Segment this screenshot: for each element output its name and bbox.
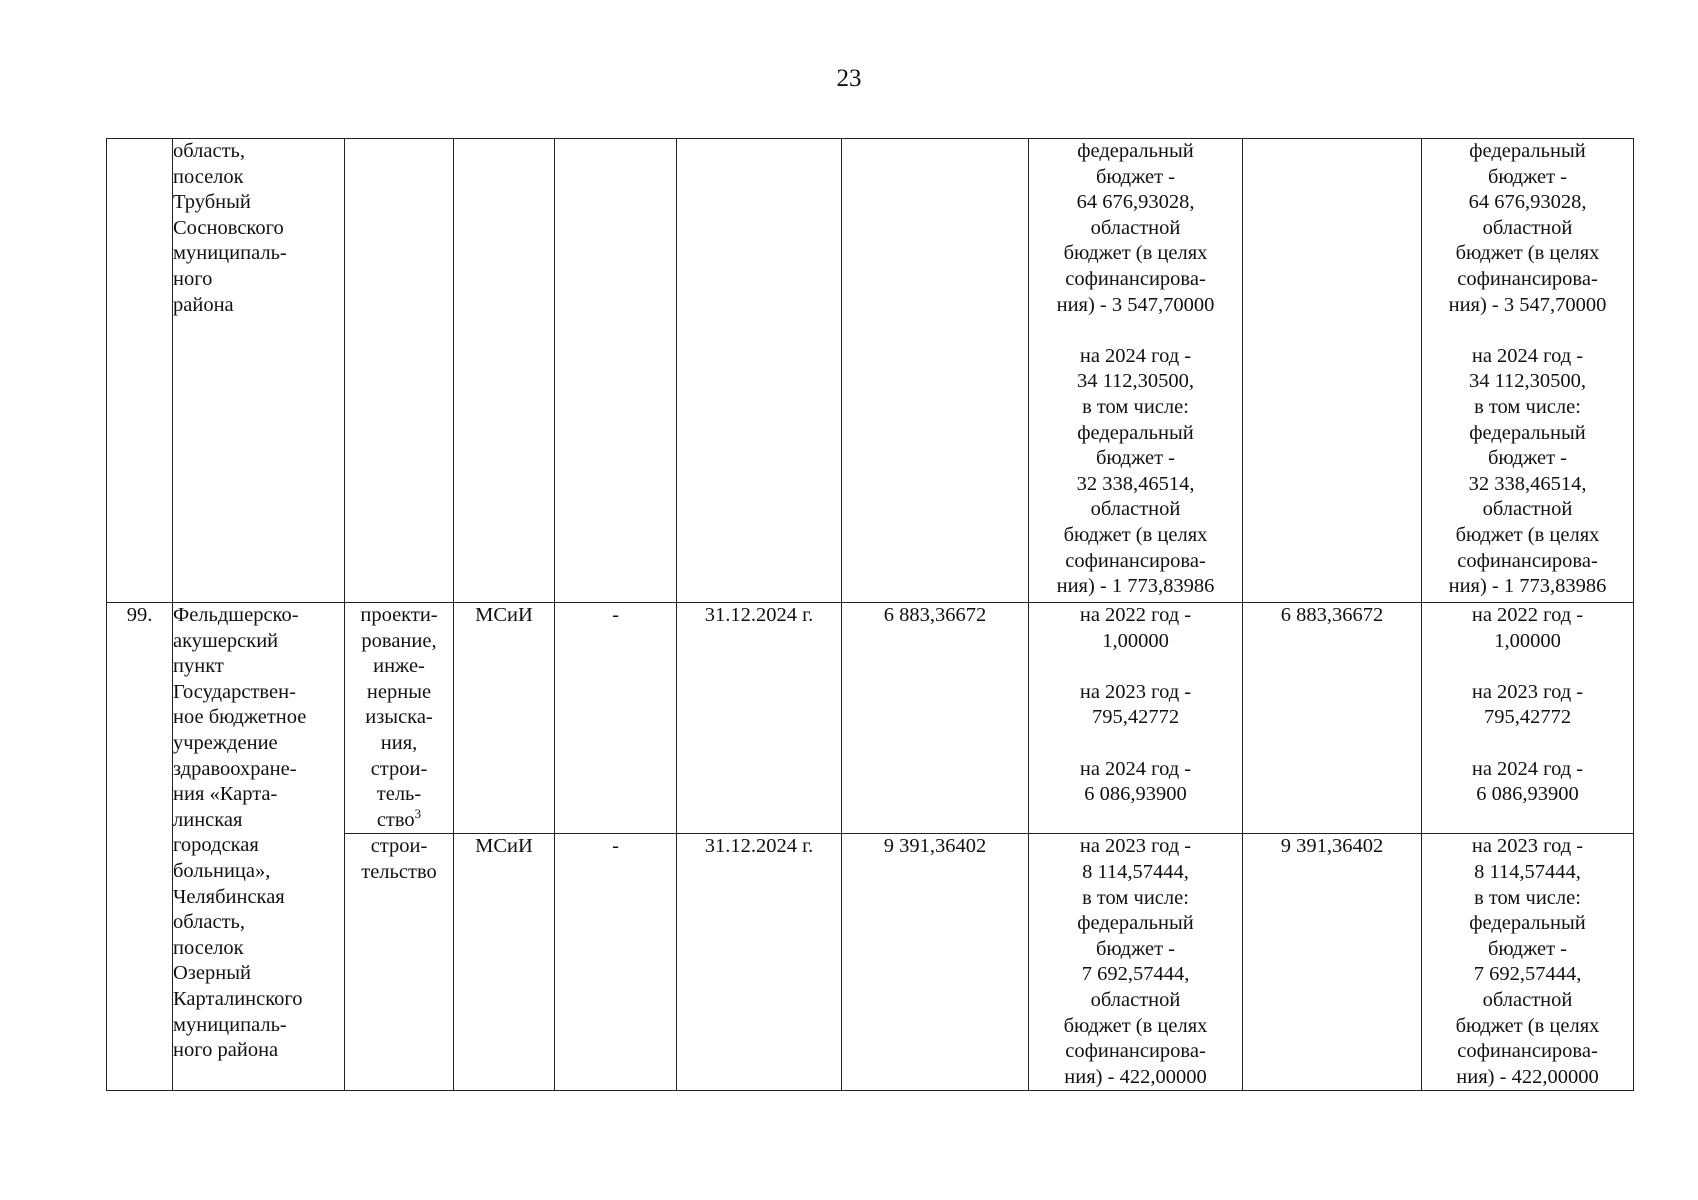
cell-funding: федеральный бюджет - 64 676,93028, областной бюджет (в целях софинансирова- ния) - 3 547,70000 на 2024 год - 34 112,30500, в том числе: федеральный бюджет - 32 338,46514, областной бюджет (в целях софинансирова- ния) - 1 773,83986 (1029, 139, 1243, 603)
cell-cost-new: 9 391,36402 (1243, 834, 1422, 1091)
cell-deadline: 31.12.2024 г. (677, 834, 842, 1091)
footnote-mark: 3 (414, 805, 422, 821)
cell-funding-new: на 2022 год - 1,00000 на 2023 год - 795,42772 на 2024 год - 6 086,93900 (1422, 603, 1634, 834)
cell-cost-new: 6 883,36672 (1243, 603, 1422, 834)
cell-capacity (555, 139, 677, 603)
page-number: 23 (836, 65, 862, 92)
cell-customer: МСиИ (454, 834, 555, 1091)
work-type-text: проекти- рование, инже- нерные изыска- ния, строи- тель- ство (360, 604, 438, 831)
cell-capacity: - (555, 834, 677, 1091)
cell-number: 99. (107, 603, 173, 1091)
cell-deadline (677, 139, 842, 603)
table-row-continuation (107, 139, 1634, 603)
cell-work-type (345, 139, 454, 603)
cell-cost-new (1243, 139, 1422, 603)
cell-work-type: строи- тельство (345, 834, 454, 1091)
cell-cost: 6 883,36672 (842, 603, 1029, 834)
table-row-99-design (107, 603, 1634, 834)
cell-funding-new: на 2023 год - 8 114,57444, в том числе: федеральный бюджет - 7 692,57444, областной бюджет (в целях софинансирова- ния) - 422,00000 (1422, 834, 1634, 1091)
cell-cost: 9 391,36402 (842, 834, 1029, 1091)
cell-customer (454, 139, 555, 603)
cell-object-name: Фельдшерско- акушерский пункт Государствен- ное бюджетное учреждение здравоохране- ния «Карта- линская городская больница», Челябинская область, поселок Озерный Карталинского муниципаль- ного района (173, 603, 345, 1091)
cell-funding: на 2022 год - 1,00000 на 2023 год - 795,42772 на 2024 год - 6 086,93900 (1029, 603, 1243, 834)
cell-object-name: область, поселок Трубный Сосновского муниципаль- ного района (173, 139, 345, 603)
cell-capacity: - (555, 603, 677, 834)
cell-work-type (345, 603, 454, 834)
cell-funding: на 2023 год - 8 114,57444, в том числе: федеральный бюджет - 7 692,57444, областной бюджет (в целях софинансирова- ния) - 422,00000 (1029, 834, 1243, 1091)
cell-cost (842, 139, 1029, 603)
object-table (106, 138, 1634, 1091)
cell-number (107, 139, 173, 603)
cell-customer: МСиИ (454, 603, 555, 834)
cell-funding-new: федеральный бюджет - 64 676,93028, областной бюджет (в целях софинансирова- ния) - 3 547,70000 на 2024 год - 34 112,30500, в том числе: федеральный бюджет - 32 338,46514, областной бюджет (в целях софинансирова- ния) - 1 773,83986 (1422, 139, 1634, 603)
cell-deadline: 31.12.2024 г. (677, 603, 842, 834)
